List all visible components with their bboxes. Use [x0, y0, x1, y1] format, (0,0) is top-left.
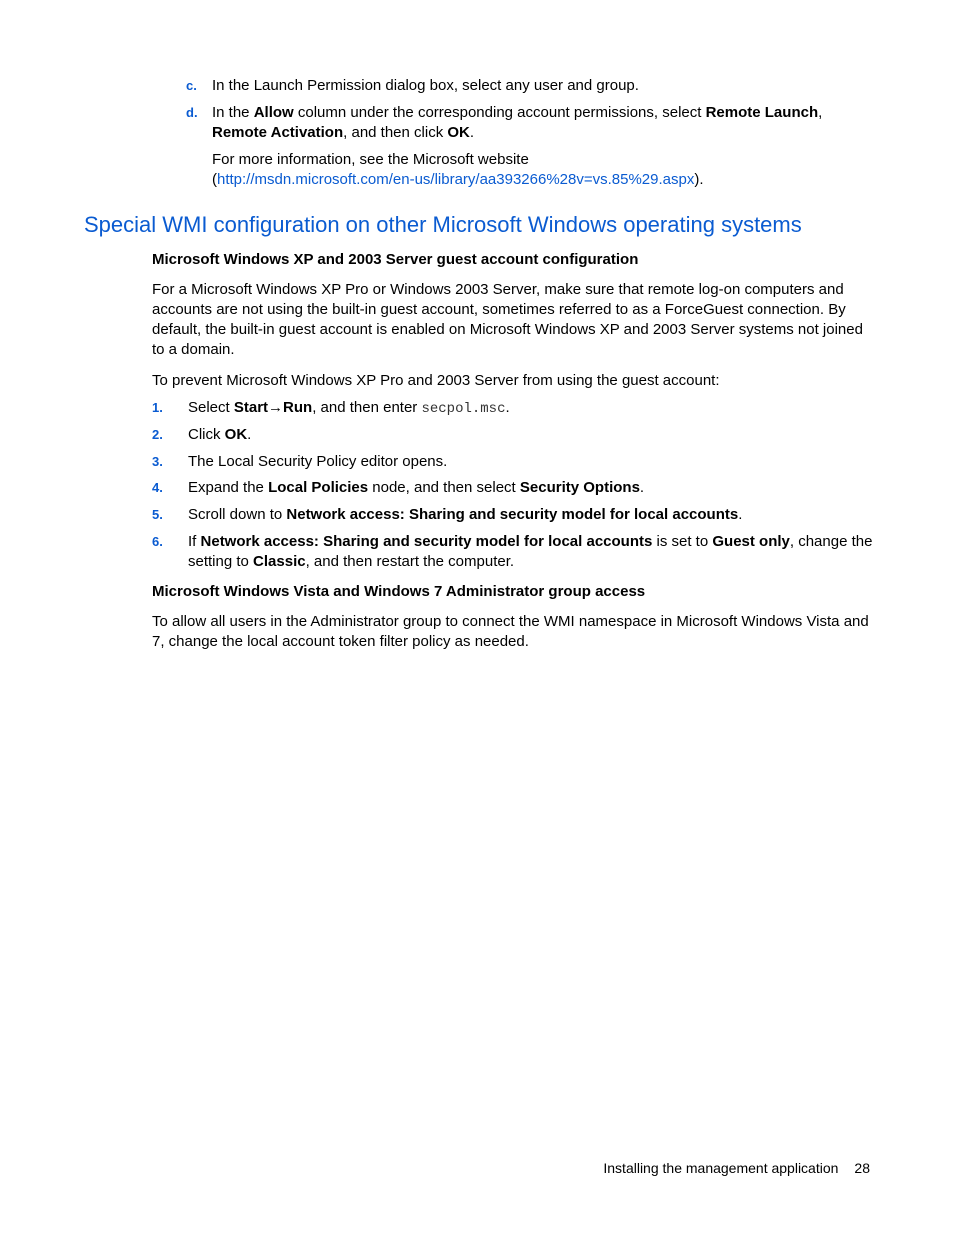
page-footer [500, 1158, 870, 1178]
text-run: , change the setting to [188, 533, 873, 570]
bold-term: Remote Launch [705, 104, 819, 121]
step-marker: c. [186, 78, 197, 93]
step-text [188, 425, 878, 445]
bold-term: Network access: Sharing and security model for local accounts [286, 506, 739, 523]
bold-term: Guest only [712, 533, 790, 550]
subsection-title-xp: Microsoft Windows XP and 2003 Server guest account configuration [152, 251, 639, 268]
text-run: , and then enter [312, 399, 422, 416]
text-run: . [469, 124, 475, 141]
text-run: node, and then select [368, 479, 520, 496]
paragraph-guest-account: For a Microsoft Windows XP Pro or Windows 2003 Server, make sure that remote log-on computers and accounts are not using the built-in guest account, sometimes referred to as a ForceGuest connection. By default, the built-in guest account is enabled on Microsoft Windows XP and 2003 Server systems not joined to a domain. [152, 281, 863, 358]
bold-term: Classic [253, 553, 306, 570]
text-run: . [247, 426, 252, 443]
section-title: Special WMI configuration on other Microsoft Windows operating systems [84, 212, 802, 237]
text-run: In the [212, 104, 254, 121]
step-marker: 3. [152, 454, 163, 469]
bold-term: OK [224, 426, 248, 443]
more-info-link-line [212, 170, 872, 190]
msdn-link[interactable]: http://msdn.microsoft.com/en-us/library/aa393266%28v=vs.85%29.aspx [217, 171, 695, 188]
step-text: The Local Security Policy editor opens. [188, 453, 448, 470]
text-run: . [639, 479, 645, 496]
text-run: , [818, 104, 823, 121]
paragraph-admin-group: To allow all users in the Administrator group to connect the WMI namespace in Microsoft Windows Vista and 7, change the local account token filter policy as needed. [152, 613, 869, 650]
bold-term: Remote Activation [212, 124, 344, 141]
text-run: , and then restart the computer. [305, 553, 515, 570]
page-number: 28 [854, 1160, 870, 1176]
step-marker: 5. [152, 507, 163, 522]
bold-term: Run [283, 399, 313, 416]
bold-term: Network access: Sharing and security model for local accounts [200, 533, 653, 550]
bold-term: Start [233, 399, 269, 416]
text-run: . [738, 506, 743, 523]
text-run: Click [188, 426, 225, 443]
bold-term: Security Options [519, 479, 640, 496]
text-run: Scroll down to [188, 506, 287, 523]
arrow-icon: → [268, 399, 284, 416]
text-run: Select [188, 399, 234, 416]
step-text [188, 532, 878, 572]
text-run: Expand the [188, 479, 269, 496]
step-text [188, 478, 878, 498]
text-run: If [188, 533, 201, 550]
more-info [212, 150, 872, 190]
text-run: is set to [652, 533, 713, 550]
step-text: In the Launch Permission dialog box, select any user and group. [212, 77, 639, 94]
step-marker: 6. [152, 534, 163, 549]
step-marker: 2. [152, 427, 163, 442]
step-text [212, 103, 872, 143]
more-info-text: For more information, see the Microsoft website [212, 151, 529, 168]
bold-term: OK [447, 124, 470, 141]
step-marker: 1. [152, 400, 163, 415]
subsection-title-vista: Microsoft Windows Vista and Windows 7 Administrator group access [152, 583, 646, 600]
text-run: , and then click [343, 124, 448, 141]
bold-term: Local Policies [268, 479, 369, 496]
step-text [188, 505, 878, 525]
paragraph-prevent: To prevent Microsoft Windows XP Pro and 2003 Server from using the guest account: [152, 372, 720, 389]
bold-term: Allow [253, 104, 294, 121]
text-run: column under the corresponding account permissions, select [293, 104, 706, 121]
step-marker: d. [186, 105, 198, 120]
step-marker: 4. [152, 480, 163, 495]
command-code: secpol.msc [421, 401, 506, 417]
text-run: ). [694, 171, 704, 188]
step-text [188, 398, 878, 419]
text-run: ( [212, 171, 217, 188]
text-run: . [505, 399, 510, 416]
footer-chapter: Installing the management application [603, 1160, 839, 1176]
